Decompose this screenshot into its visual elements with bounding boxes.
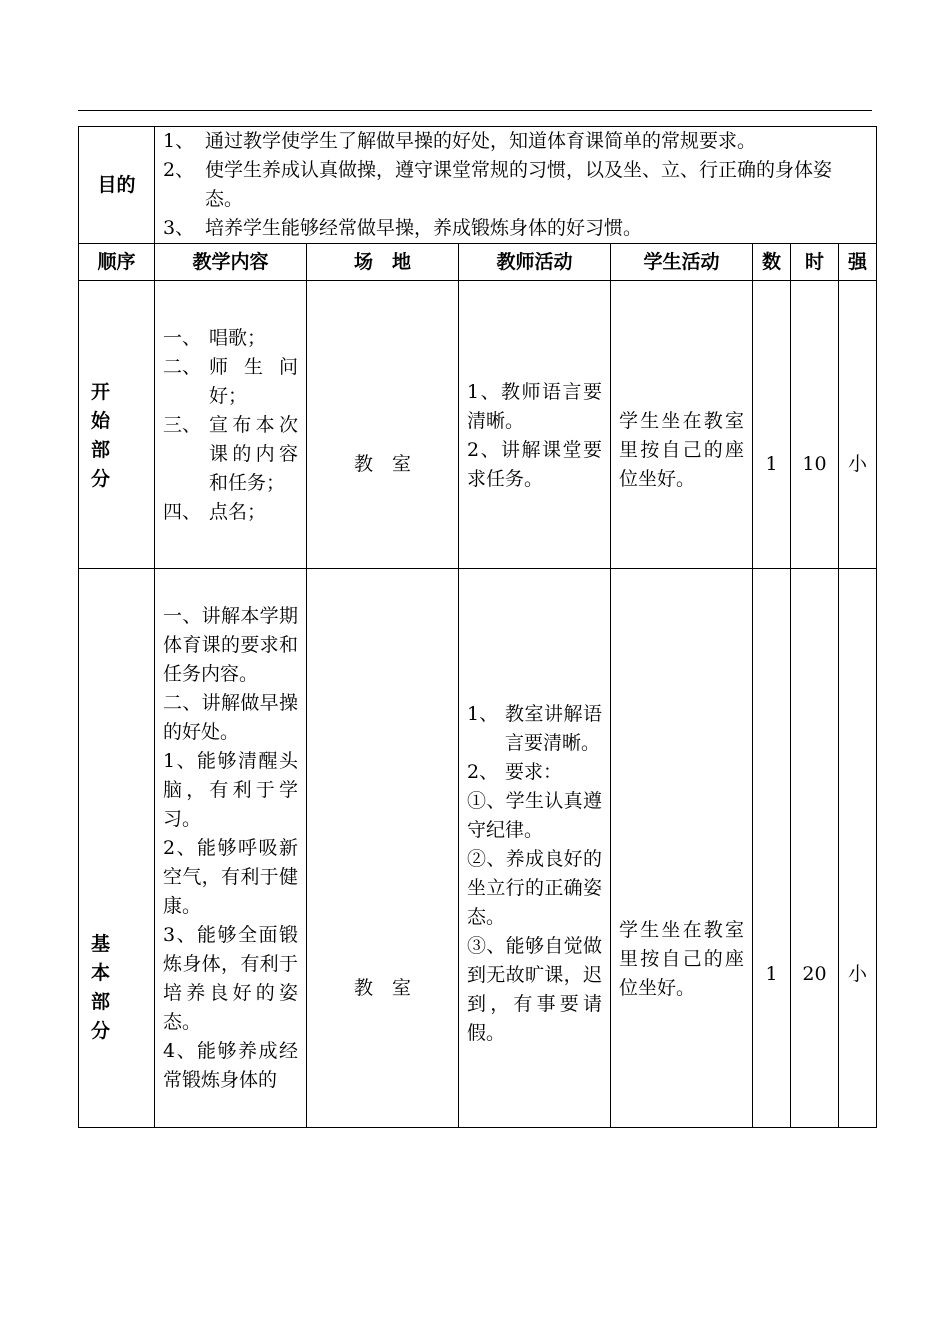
list-item: 二、讲解做早操的好处。: [163, 692, 298, 743]
header-venue: 场 地: [307, 244, 459, 281]
list-item: 二、 师生问好；: [163, 356, 298, 407]
intensity-opening: 小: [839, 281, 877, 569]
order-basic: 基 本 部 分: [79, 569, 155, 1128]
objective-item-3: 3、 培养学生能够经常做早操，养成锻炼身体的好习惯。: [163, 217, 643, 239]
content-basic: [155, 569, 307, 1128]
list-item: 3、能够全面锻炼身体，有利于培养良好的姿态。: [163, 924, 298, 1033]
header-count: 数: [753, 244, 791, 281]
list-item: 2、 要求：: [467, 761, 563, 783]
list-item: 一、讲解本学期体育课的要求和任务内容。: [163, 605, 298, 685]
list-item: 1、 教室讲解语言要清晰。: [467, 703, 602, 754]
count-basic: 1: [753, 569, 791, 1128]
count-opening: 1: [753, 281, 791, 569]
time-opening: 10: [791, 281, 839, 569]
header-teacher: 教师活动: [459, 244, 611, 281]
header-content: 教学内容: [155, 244, 307, 281]
teacher-opening: 1、教师语言要清晰。 2、讲解课堂要求任务。: [459, 281, 611, 569]
lesson-plan-table: [78, 126, 877, 1128]
objective-row: [79, 127, 877, 244]
header-time: 时: [791, 244, 839, 281]
order-opening: 开 始 部 分: [79, 281, 155, 569]
teacher-basic: [459, 569, 611, 1128]
header-student: 学生活动: [611, 244, 753, 281]
time-basic: 20: [791, 569, 839, 1128]
venue-opening: 教 室: [307, 281, 459, 569]
content-opening: [155, 281, 307, 569]
list-item: 4、能够养成经常锻炼身体的: [163, 1040, 298, 1091]
objective-item-1: 1、 通过教学使学生了解做早操的好处，知道体育课简单的常规要求。: [163, 130, 757, 152]
objective-item-2: 2、 使学生养成认真做操，遵守课堂常规的习惯，以及坐、立、行正确的身体姿态。: [163, 159, 833, 210]
header-row: [79, 244, 877, 281]
header-order: 顺序: [79, 244, 155, 281]
table-row-opening: [79, 281, 877, 569]
list-item: 一、 唱歌；: [163, 327, 267, 349]
objective-label: 目的: [79, 127, 155, 244]
table-row-basic: [79, 569, 877, 1128]
list-item: ①、学生认真遵守纪律。: [467, 790, 602, 841]
student-opening: 学生坐在教室里按自己的座位坐好。: [611, 281, 753, 569]
intensity-basic: 小: [839, 569, 877, 1128]
student-basic: 学生坐在教室里按自己的座位坐好。: [611, 569, 753, 1128]
header-intensity: 强: [839, 244, 877, 281]
header-rule: [78, 110, 872, 111]
venue-basic: 教 室: [307, 569, 459, 1128]
list-item: ③、能够自觉做到无故旷课，迟到，有事要请假。: [467, 935, 602, 1044]
list-item: 四、 点名；: [163, 501, 267, 523]
list-item: 2、能够呼吸新空气，有利于健康。: [163, 837, 298, 917]
list-item: 1、能够清醒头脑，有利于学习。: [163, 750, 298, 830]
list-item: ②、养成良好的坐立行的正确姿态。: [467, 848, 602, 928]
objective-content: [155, 127, 877, 244]
list-item: 三、 宣布本次课的内容和任务；: [163, 414, 298, 494]
